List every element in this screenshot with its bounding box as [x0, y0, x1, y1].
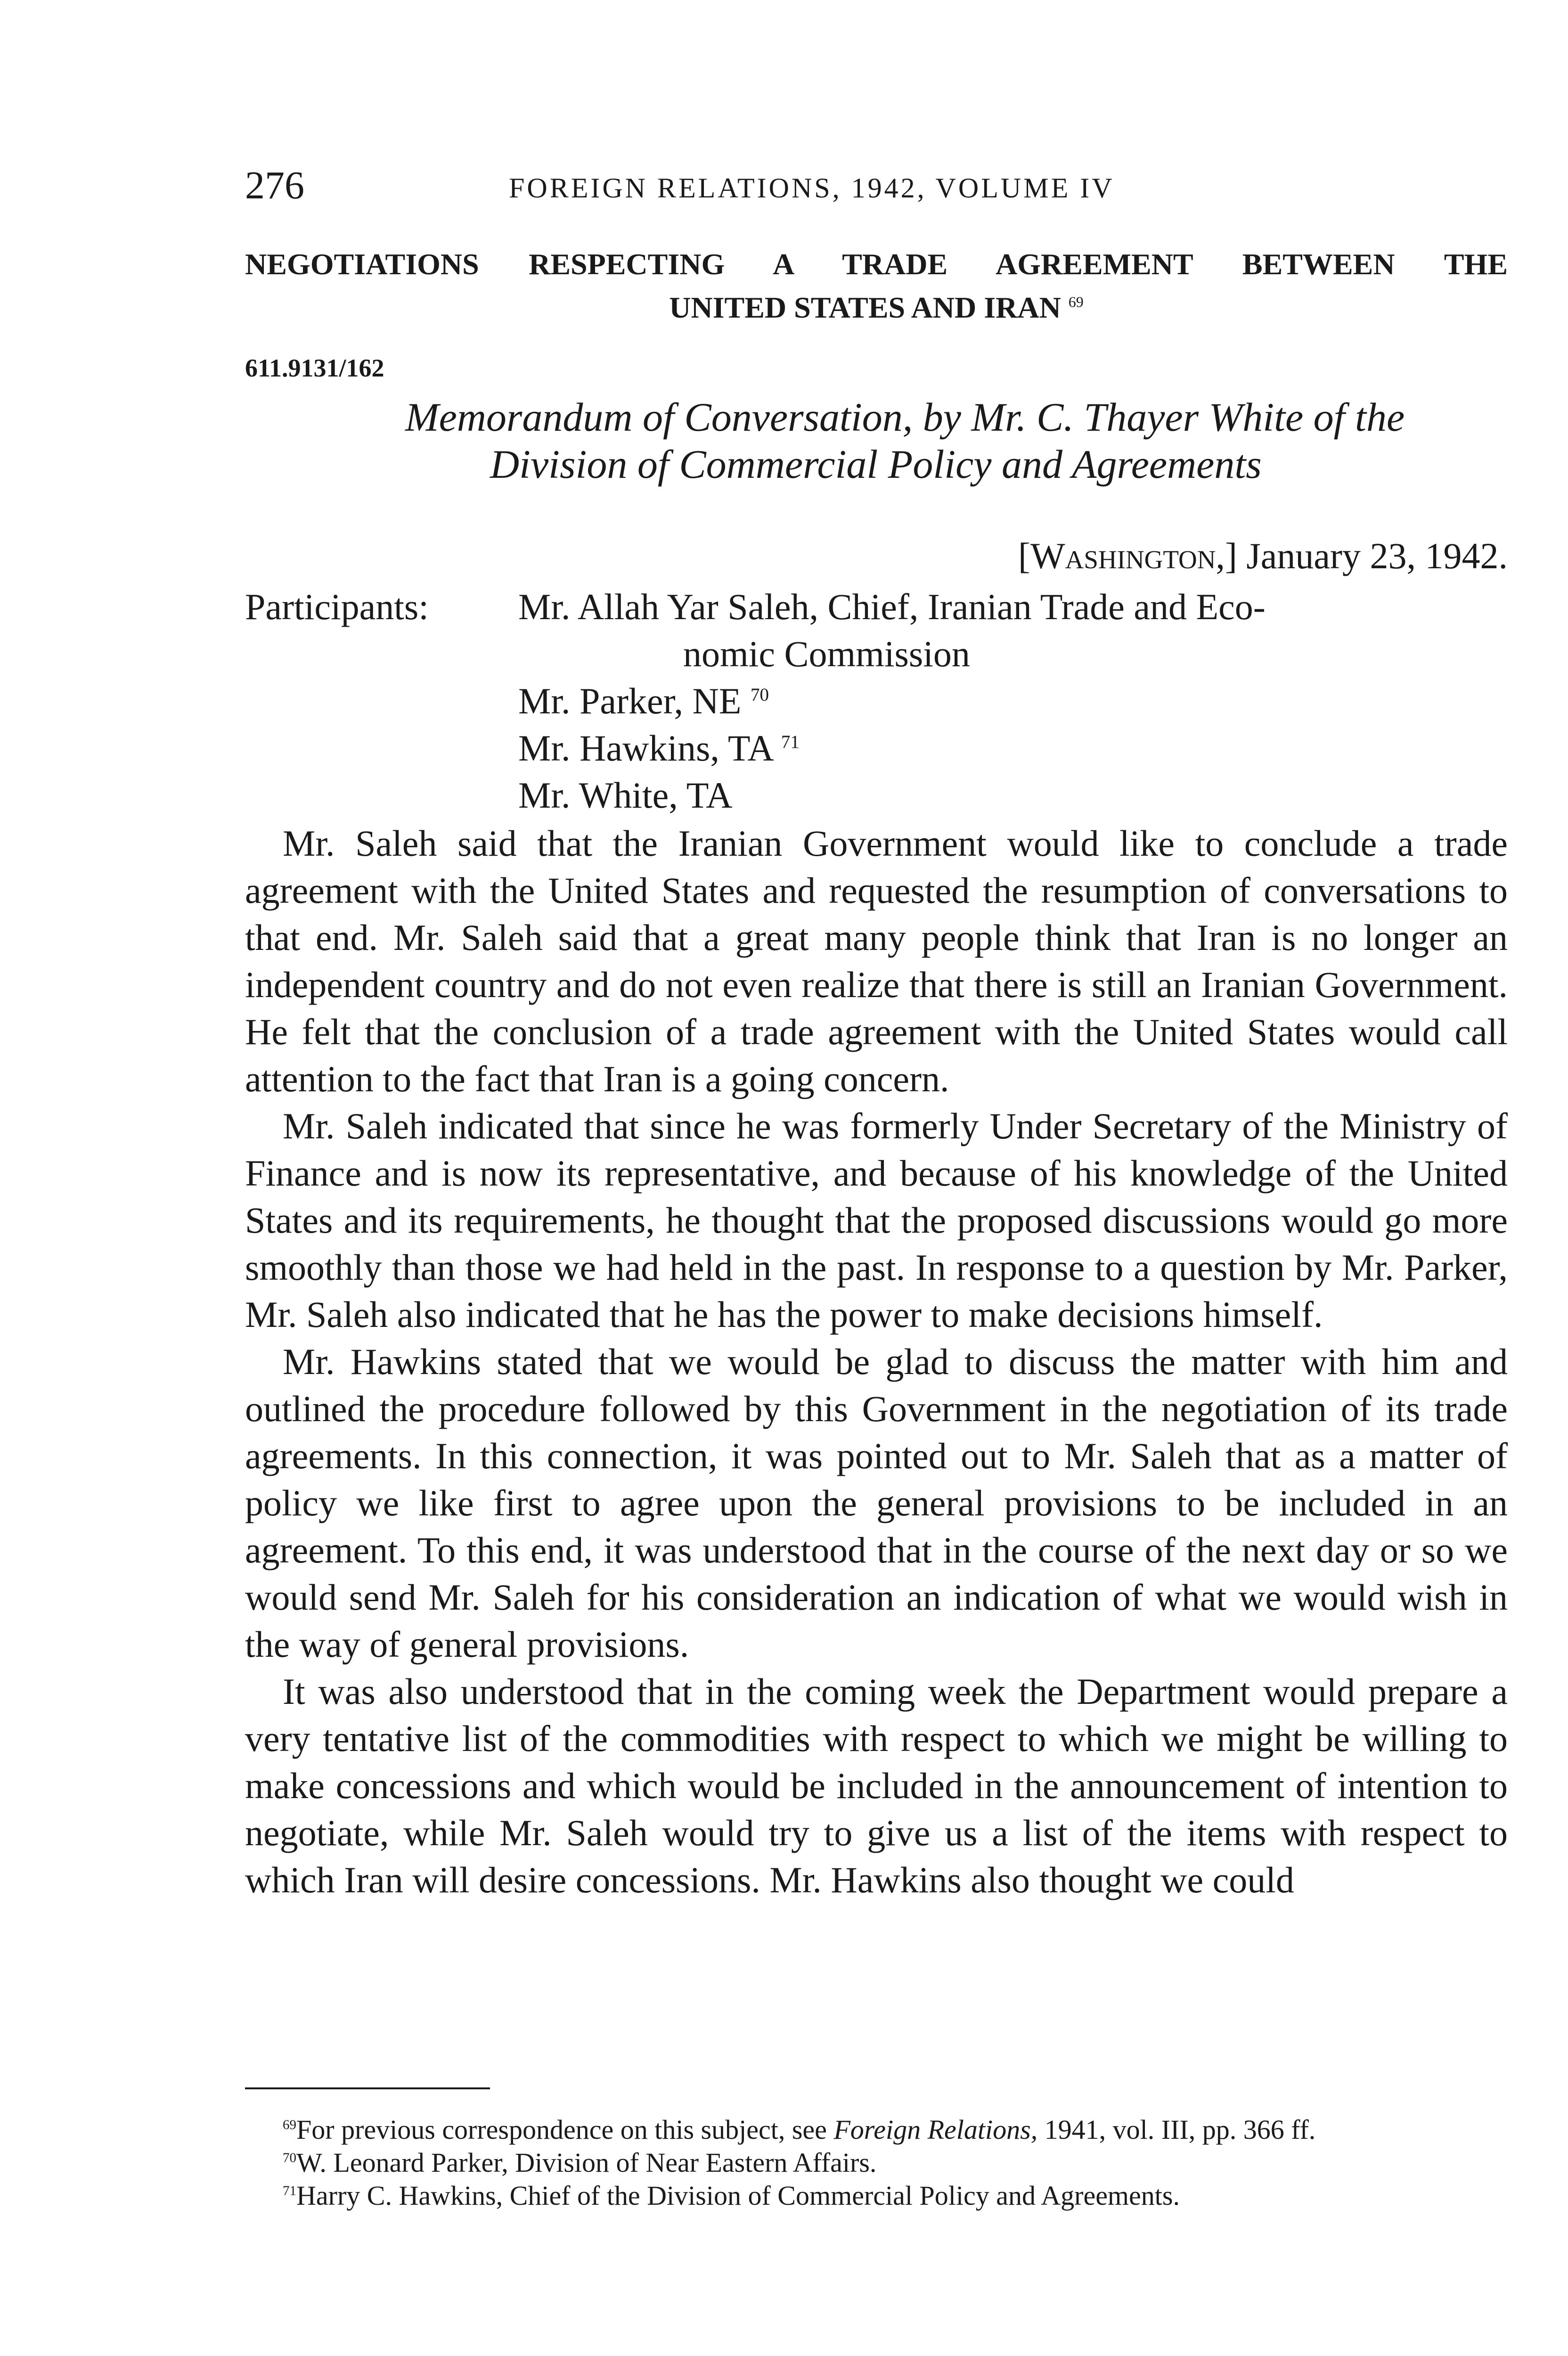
running-header	[245, 163, 1508, 214]
participant-name: Mr. White, TA	[518, 775, 733, 816]
participants-label: Participants:	[245, 586, 429, 627]
footnote-text: Harry C. Hawkins, Chief of the Division of Commercial Policy and Agreements.	[296, 2180, 1180, 2211]
section-title-line-1: NEGOTIATIONS RESPECTING A TRADE AGREEMENT BETWEEN THE	[245, 247, 1508, 281]
participant-item	[518, 678, 1508, 725]
footnote-number: 70	[283, 2150, 296, 2166]
footnote-divider	[245, 2087, 490, 2089]
running-title: FOREIGN RELATIONS, 1942, VOLUME IV	[509, 172, 1115, 204]
dateline-place: [Washington,]	[1018, 535, 1237, 576]
section-title-line-2	[245, 286, 1508, 329]
participant-list	[518, 583, 1508, 819]
footnote-text-continued: 1941, vol. III, pp. 366 ff.	[1037, 2114, 1316, 2145]
file-number: 611.9131/162	[245, 354, 384, 382]
footnote-italic-text: Foreign Relations,	[833, 2114, 1038, 2145]
document-heading-line-2: Division of Commercial Policy and Agreements	[490, 442, 1262, 487]
document-heading	[405, 393, 1489, 488]
section-title	[245, 243, 1508, 329]
footnote-ref-70: 70	[750, 685, 769, 705]
footnotes	[245, 2113, 1508, 2212]
section-title-text: UNITED STATES AND IRAN	[669, 291, 1061, 324]
footnote	[245, 2113, 1508, 2146]
footnote	[245, 2146, 1508, 2179]
participant-name: Mr. Allah Yar Saleh, Chief, Iranian Trade and Eco-	[518, 586, 1266, 627]
footnote-ref-71: 71	[781, 732, 800, 752]
body-paragraph: Mr. Hawkins stated that we would be glad to discuss the matter with him and outlined the procedure followed by this Government in the negotiation of its trade agreements. In this connection, it was pointed out to Mr. Saleh that as a matter of policy we like first to agree upon the general provisions to be included in an agreement. To this end, it was understood that in the course of the next day or so we would send Mr. Saleh for his consideration an indication of what we would wish in the way of general provisions.	[245, 1341, 1508, 1665]
footnote-number: 71	[283, 2183, 296, 2199]
document-heading-line-1: Memorandum of Conversation, by Mr. C. Thayer White of the	[405, 394, 1405, 440]
page-number: 276	[245, 164, 304, 207]
participant-item	[518, 583, 1508, 678]
body-paragraph: Mr. Saleh said that the Iranian Government would like to conclude a trade agreement with the United States and requested the resumption of conversations to that end. Mr. Saleh said that a great many people think that Iran is no longer an independent country and do not even realize that there is still an Iranian Government. He felt that the conclusion of a trade agreement with the United States would call attention to the fact that Iran is a going concern.	[245, 823, 1508, 1099]
footnote-number: 69	[283, 2117, 296, 2133]
participant-item	[518, 772, 1508, 819]
body-paragraph: It was also understood that in the coming week the Department would prepare a very tentative list of the commodities with respect to which we might be willing to make concessions and which would be included in the announcement of intention to negotiate, while Mr. Saleh would try to give us a list of the items with respect to which Iran will desire concessions. Mr. Hawkins also thought we could	[245, 1671, 1508, 1900]
dateline	[1018, 535, 1508, 577]
participant-item	[518, 725, 1508, 772]
footnote-text: For previous correspondence on this subject, see	[296, 2114, 834, 2145]
footnote	[245, 2179, 1508, 2212]
dateline-date: January 23, 1942.	[1237, 535, 1508, 576]
footnote-ref-69: 69	[1068, 293, 1084, 311]
memorandum-body	[245, 820, 1508, 1904]
participant-name: Mr. Parker, NE	[518, 680, 742, 721]
body-paragraph: Mr. Saleh indicated that since he was formerly Under Secretary of the Ministry of Finance and is now its representative, and because of his knowledge of the United States and its requirements, he thought that the proposed discussions would go more smoothly than those we had held in the past. In response to a question by Mr. Parker, Mr. Saleh also indicated that he has the power to make decisions himself.	[245, 1105, 1508, 1335]
footnote-text: W. Leonard Parker, Division of Near Eastern Affairs.	[296, 2147, 877, 2178]
participant-name-continued: nomic Commission	[683, 633, 970, 674]
participant-name: Mr. Hawkins, TA	[518, 728, 772, 769]
